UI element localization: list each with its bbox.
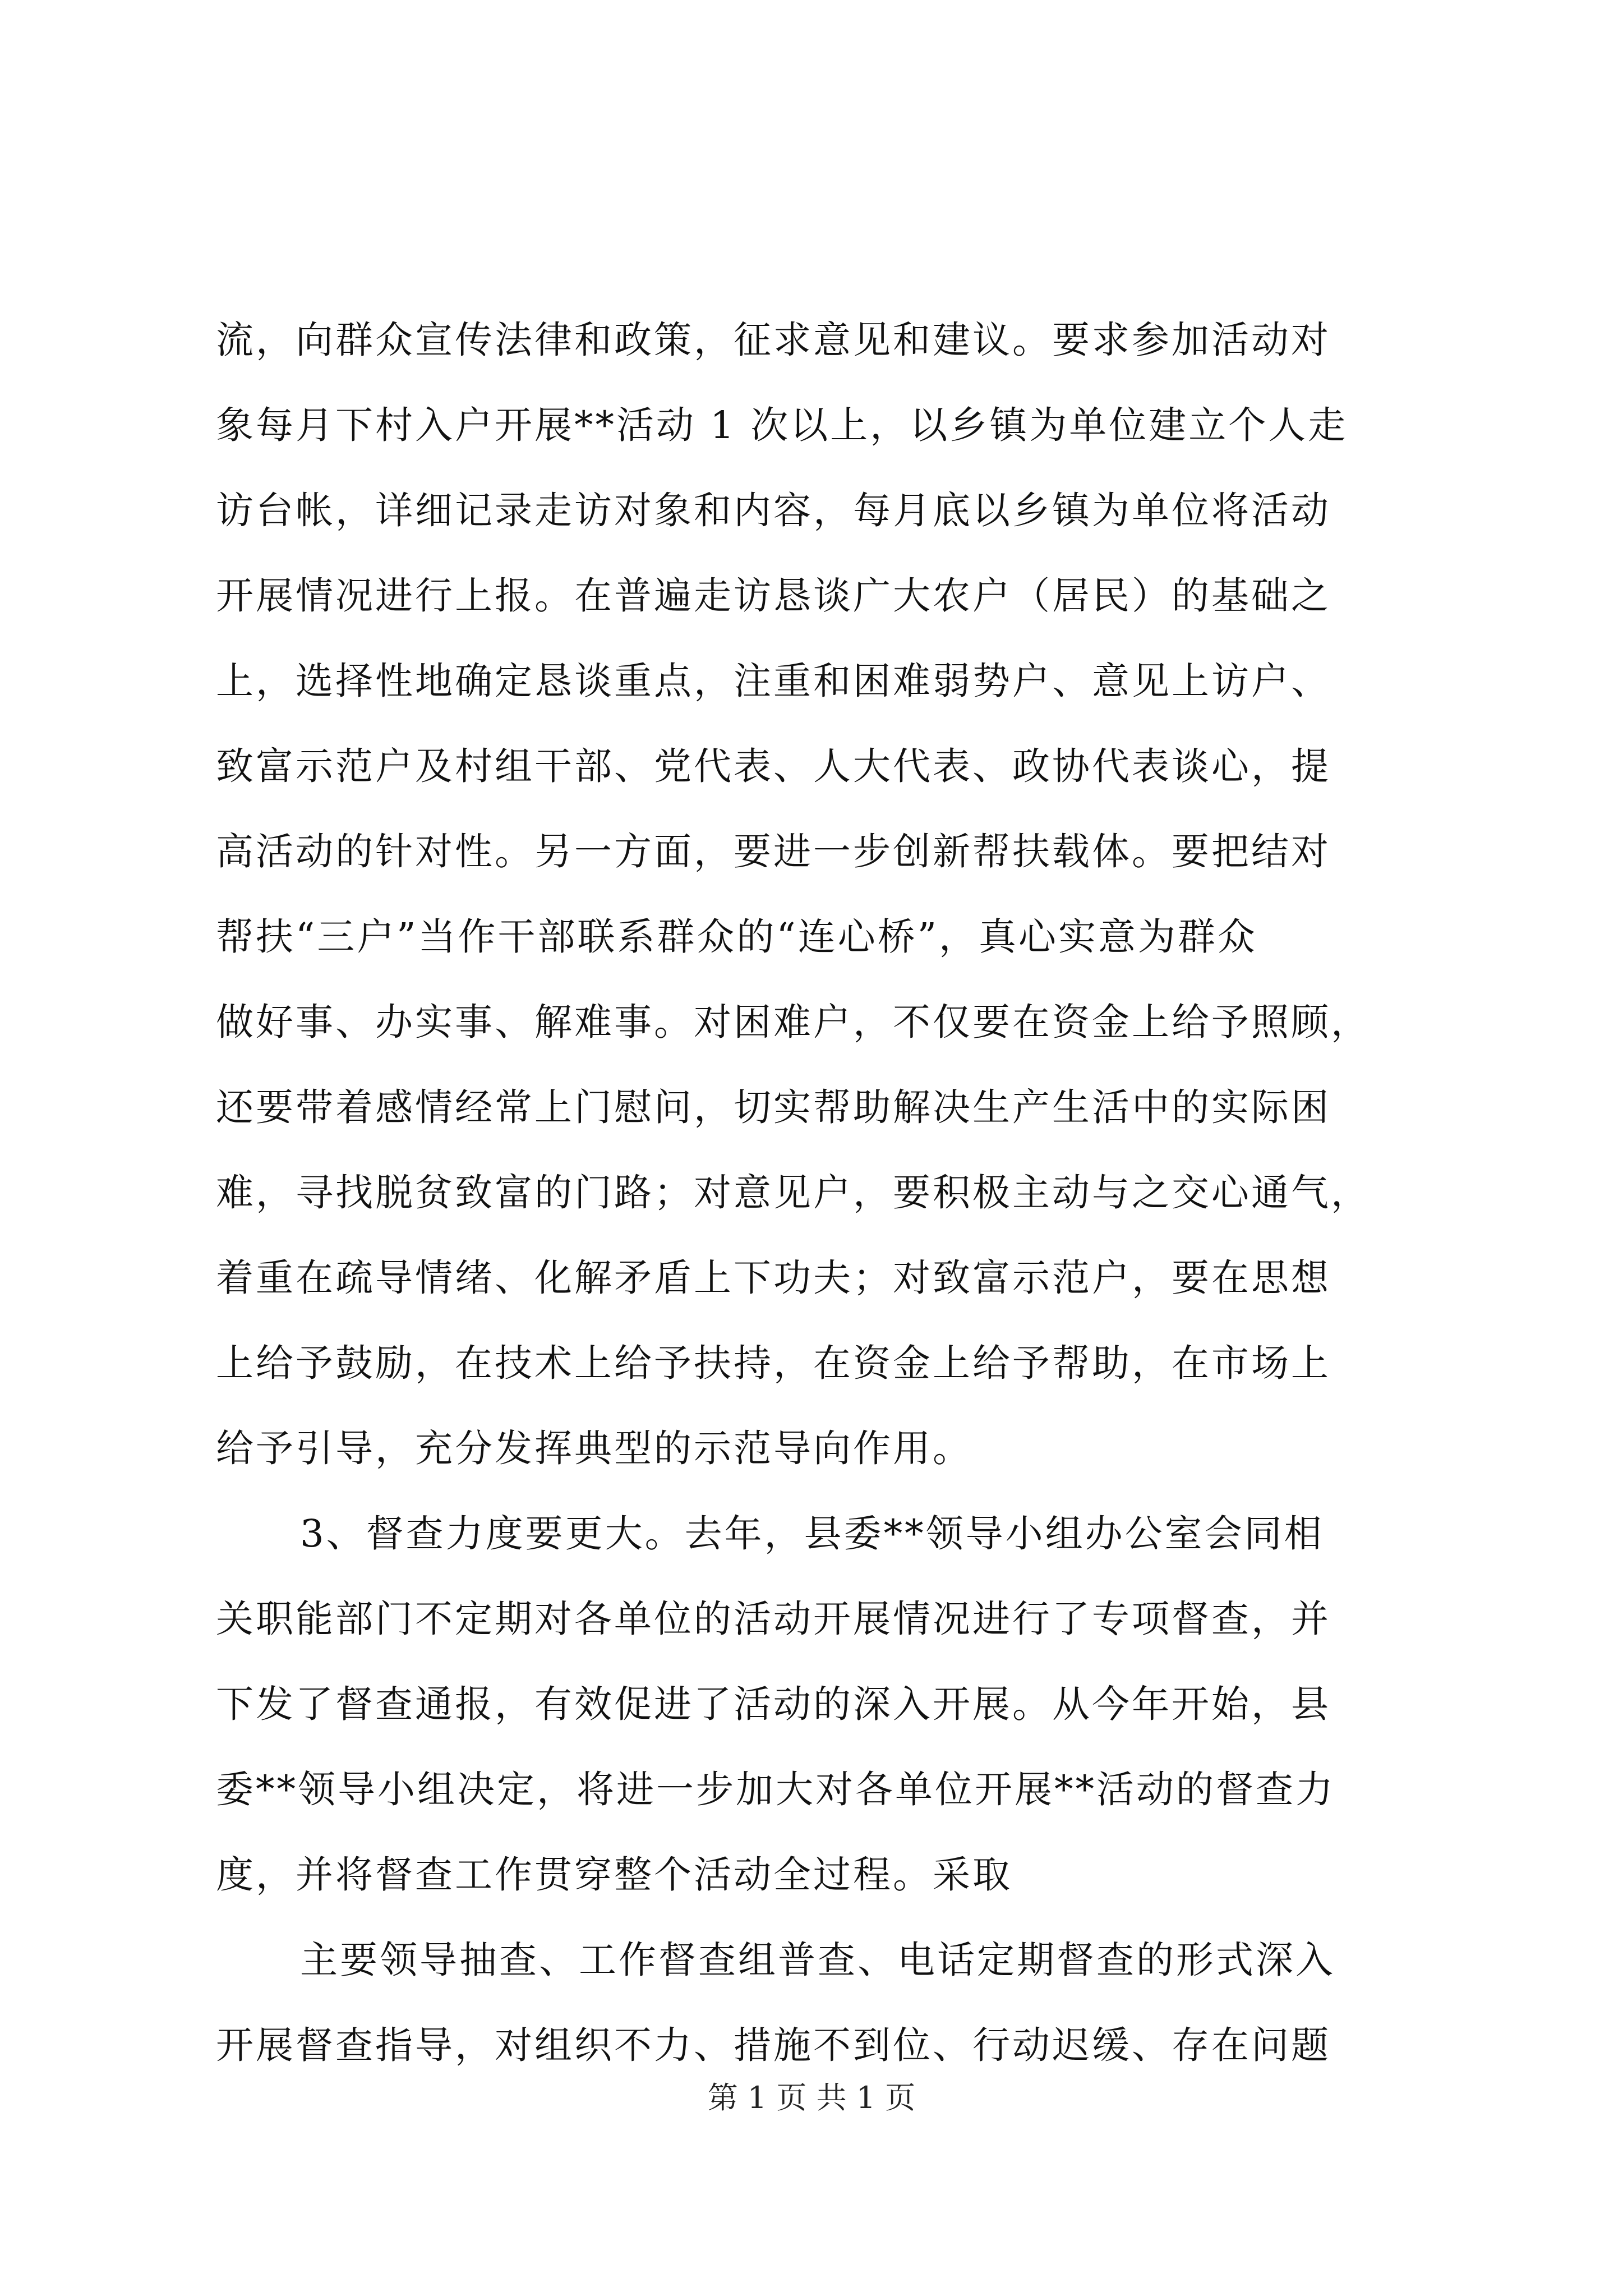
text-line: 访台帐，详细记录走访对象和内容，每月底以乡镇为单位将活动 — [216, 489, 1331, 532]
text-line: 象每月下村入户开展**活动 1 次以上，以乡镇为单位建立个人走 — [216, 403, 1348, 447]
text-line: 下发了督查通报，有效促进了活动的深入开展。从今年开始，县 — [216, 1682, 1331, 1726]
text-line: 委**领导小组决定，将进一步加大对各单位开展**活动的督查力 — [216, 1768, 1335, 1811]
text-line: 给予引导，充分发挥典型的示范导向作用。 — [216, 1427, 972, 1470]
document-body — [216, 297, 1421, 2088]
text-line: 高活动的针对性。另一方面，要进一步创新帮扶载体。要把结对 — [216, 830, 1331, 873]
text-line: 开展情况进行上报。在普遍走访恳谈广大农户（居民）的基础之 — [216, 574, 1331, 618]
text-line: 还要带着感情经常上门慰问，切实帮助解决生产生活中的实际困 — [216, 1085, 1331, 1129]
text-line: 上给予鼓励，在技术上给予扶持，在资金上给予帮助，在市场上 — [216, 1341, 1331, 1385]
page-footer: 第 1 页 共 1 页 — [707, 2080, 916, 2115]
text-line: 上，选择性地确定恳谈重点，注重和困难弱势户、意见上访户、 — [216, 659, 1331, 703]
text-line: 关职能部门不定期对各单位的活动开展情况进行了专项督查，并 — [216, 1597, 1331, 1641]
text-line: 做好事、办实事、解难事。对困难户，不仅要在资金上给予照顾， — [216, 1000, 1371, 1044]
text-line: 度，并将督查工作贯穿整个活动全过程。采取 — [216, 1853, 1012, 1897]
text-line: 3、督查力度要更大。去年，县委**领导小组办公室会同相 — [300, 1512, 1324, 1556]
text-line: 流，向群众宣传法律和政策，征求意见和建议。要求参加活动对 — [216, 318, 1331, 362]
text-line: 主要领导抽查、工作督查组普查、电话定期督查的形式深入 — [300, 1938, 1335, 1982]
text-line: 着重在疏导情绪、化解矛盾上下功夫；对致富示范户，要在思想 — [216, 1256, 1331, 1300]
text-line: 致富示范户及村组干部、党代表、人大代表、政协代表谈心，提 — [216, 744, 1331, 788]
text-line: 开展督查指导，对组织不力、措施不到位、行动迟缓、存在问题 — [216, 2023, 1331, 2067]
text-line: 难，寻找脱贫致富的门路；对意见户，要积极主动与之交心通气， — [216, 1171, 1371, 1214]
text-line: 帮扶“三户”当作干部联系群众的“连心桥”，真心实意为群众 — [216, 915, 1258, 959]
